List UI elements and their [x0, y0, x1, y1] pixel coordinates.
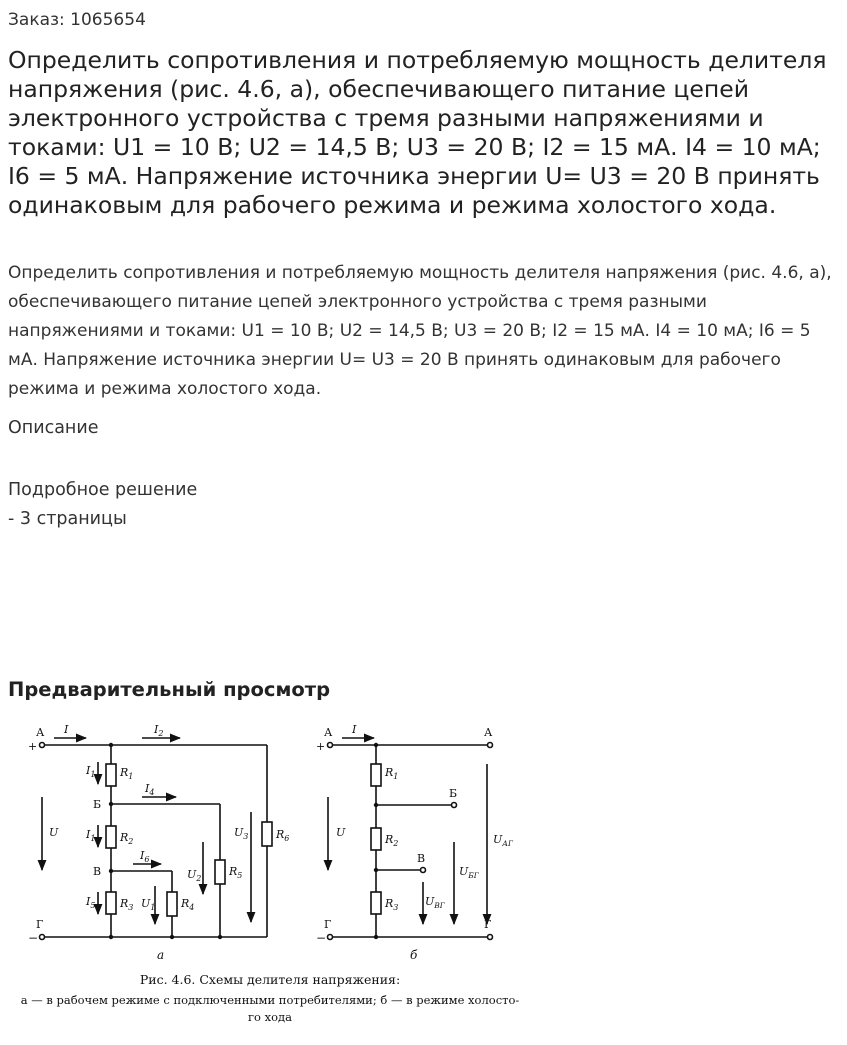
- voltage-ubg-label: $U_{БГ}$: [459, 865, 479, 880]
- r4-label: $R_4$: [181, 897, 195, 912]
- resistor-r5: [215, 860, 225, 884]
- node-a-out-label: А: [484, 726, 493, 739]
- circuit-diagram: [20, 712, 540, 972]
- current-i-label-b: I: [352, 723, 357, 736]
- voltage-uvg-label: $U_{ВГ}$: [425, 895, 445, 910]
- node-a-label-b: А: [324, 726, 333, 739]
- node-b-label-b: Б: [449, 787, 458, 800]
- resistor-r2: [106, 826, 116, 848]
- node-g-label-b: Г: [324, 918, 332, 931]
- resistor-r4: [167, 892, 177, 916]
- pages-count: - 3 страницы: [8, 509, 127, 529]
- circuit-figure: [20, 712, 540, 1037]
- plus-label-b: +: [316, 740, 326, 753]
- task-title: Определить сопротивления и потребляемую мощность делителя напряжения (рис. 4.6, а), обеспечивающего питание цепей электронного устройства с тремя разными напряжениями и токами: U1 = 10 В; U2 = 14,5 В; U3 = 20 В; I2 = 15 мА. I4 = 10 мА; I6 = 5 мА. Напряжение источника энергии U= U3 = 20 В принять одинаковым для рабочего режима и режима холостого хода.: [8, 46, 827, 219]
- resistor-r3-b: [371, 892, 381, 914]
- figure-caption-line2: а — в рабочем режиме с подключенными потребителями; б — в режиме холосто-: [20, 993, 520, 1007]
- current-i5-label: $I_5$: [86, 895, 96, 910]
- voltage-u2-label: $U_2$: [187, 868, 202, 883]
- r6-label: $R_6$: [276, 828, 290, 843]
- minus-label-b: −: [316, 931, 327, 945]
- node-a-label: А: [36, 726, 45, 739]
- voltage-uag-label: $U_{АГ}$: [493, 833, 513, 848]
- voltage-u1-label: $U_1$: [141, 897, 156, 912]
- r1-label-b: $R_1$: [385, 766, 399, 781]
- node-v-label-b: В: [417, 852, 426, 865]
- minus-label: −: [28, 931, 39, 945]
- node-b-label: Б: [93, 798, 102, 811]
- diagram-a-label: а: [157, 948, 165, 962]
- current-i-label: I: [64, 723, 69, 736]
- r5-label: $R_5$: [229, 865, 243, 880]
- current-i6-label: $I_6$: [140, 849, 150, 864]
- resistor-r1: [106, 764, 116, 786]
- node-g-label: Г: [36, 918, 44, 931]
- r3-label: $R_3$: [120, 897, 134, 912]
- terminal-a-plus-b: [328, 743, 333, 748]
- terminal-v-out: [421, 868, 426, 873]
- solution-label: Подробное решение: [8, 480, 198, 500]
- current-i2-label: $I_2$: [154, 723, 164, 738]
- current-i1b-label: $I_1$: [86, 828, 96, 843]
- voltage-u3-label: $U_3$: [234, 826, 249, 841]
- plus-label: +: [28, 740, 38, 753]
- figure-caption-line3: го хода: [248, 1010, 292, 1024]
- terminal-g-minus: [40, 935, 45, 940]
- terminal-g-out: [488, 935, 493, 940]
- resistor-r1-b: [371, 764, 381, 786]
- terminal-a-plus: [40, 743, 45, 748]
- r1-label: $R_1$: [120, 766, 134, 781]
- order-number: Заказ: 1065654: [8, 10, 146, 30]
- task-description: Определить сопротивления и потребляемую мощность делителя напряжения (рис. 4.6, а), обеспечивающего питание цепей электронного устройства с тремя разными напряжениями и токами: U1 = 10 В; U2 = 14,5 В; U3 = 20 В; I2 = 15 мА. I4 = 10 мА; I6 = 5 мА. Напряжение источника энергии U= U3 = 20 В принять одинаковым для рабочего режима и режима холостого хода.: [8, 263, 832, 399]
- terminal-b-out: [452, 803, 457, 808]
- resistor-r6: [262, 822, 272, 846]
- r2-label-b: $R_2$: [385, 833, 399, 848]
- diagram-b-label: б: [410, 948, 418, 962]
- r3-label-b: $R_3$: [385, 897, 399, 912]
- terminal-g-minus-b: [328, 935, 333, 940]
- node-g-out-label: Г: [484, 918, 492, 931]
- preview-title: Предварительный просмотр: [8, 678, 331, 701]
- terminal-a-out: [488, 743, 493, 748]
- resistor-r2-b: [371, 828, 381, 850]
- r2-label: $R_2$: [120, 831, 134, 846]
- voltage-u-label-b: U: [336, 826, 346, 839]
- voltage-u-label: U: [49, 826, 59, 839]
- resistor-r3: [106, 892, 116, 914]
- node-v-label: В: [93, 865, 102, 878]
- current-i1-label: $I_1$: [86, 764, 96, 779]
- current-i4-label: $I_4$: [145, 782, 155, 797]
- description-label: Описание: [8, 418, 99, 438]
- figure-caption: Рис. 4.6. Схемы делителя напряжения:: [139, 972, 401, 987]
